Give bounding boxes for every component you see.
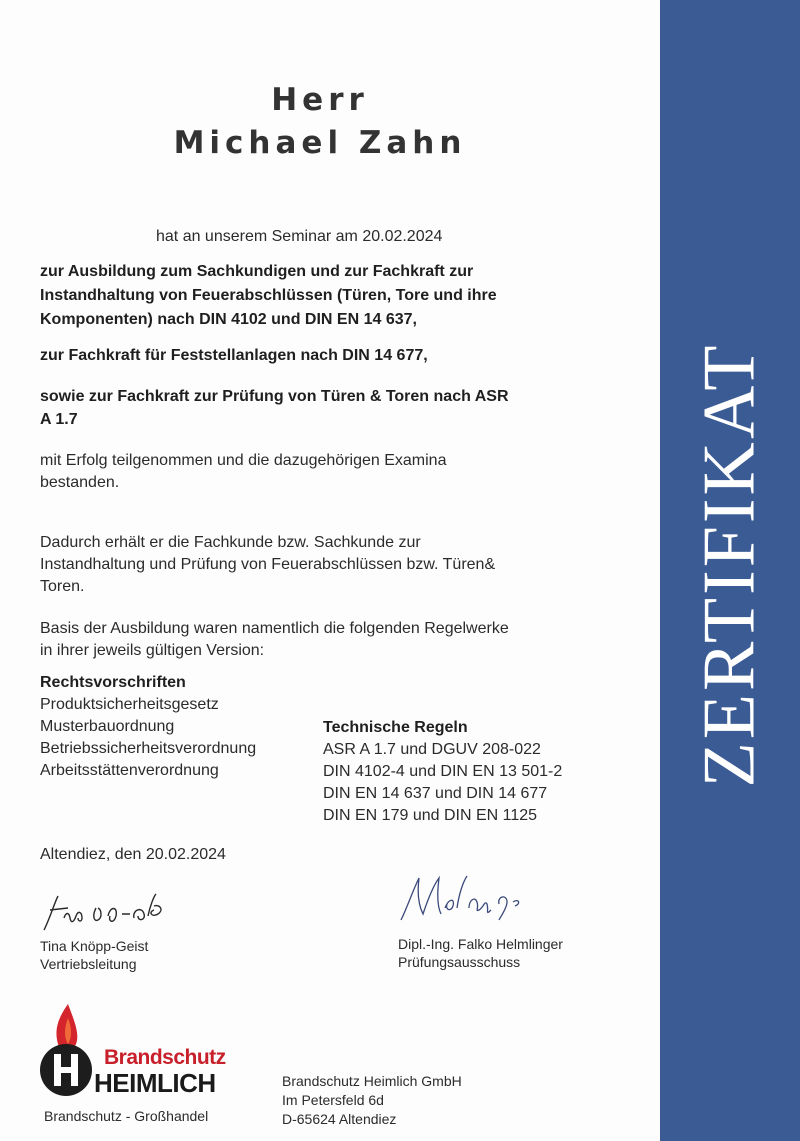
salutation: Herr [271,82,369,118]
company-name: Brandschutz Heimlich GmbH [282,1073,462,1089]
signature-left [38,888,178,938]
intro-text: hat an unserem Seminar am 20.02.2024 [156,228,443,245]
competence-line: Dadurch erhält er die Fachkunde bzw. Sachkunde zur [40,534,421,551]
basis-line: in ihrer jeweils gültigen Version: [40,642,265,659]
success-line: bestanden. [40,474,120,491]
legal-item: Musterbauordnung [40,718,175,735]
legal-heading: Rechtsvorschriften [40,674,186,691]
legal-item: Betriebssicherheitsverordnung [40,740,257,757]
course-line: A 1.7 [40,411,78,428]
company-street: Im Petersfeld 6d [282,1092,384,1108]
legal-item: Arbeitsstättenverordnung [40,762,219,779]
competence-line: Toren. [40,578,85,595]
course-line: zur Fachkraft für Feststellanlagen nach DIN 14 677, [40,347,428,364]
signatory-name: Tina Knöpp-Geist [40,938,149,954]
flame-logo-icon [28,1000,104,1098]
logo-brand-name: HEIMLICH [94,1068,216,1098]
technical-item: DIN 4102-4 und DIN EN 13 501-2 [323,763,563,780]
place-date: Altendiez, den 20.02.2024 [40,846,226,863]
legal-item: Produktsicherheitsgesetz [40,696,219,713]
technical-heading: Technische Regeln [323,719,468,736]
signature-right [395,868,545,928]
success-line: mit Erfolg teilgenommen und die dazugehörigen Examina [40,452,447,469]
basis-line: Basis der Ausbildung waren namentlich die folgenden Regelwerke [40,620,509,637]
company-city: D-65624 Altendiez [282,1111,397,1127]
course-line: zur Ausbildung zum Sachkundigen und zur Fachkraft zur [40,263,474,280]
competence-line: Instandhaltung und Prüfung von Feuerabschlüssen bzw. Türen& [40,556,496,573]
signatory-name: Dipl.-Ing. Falko Helmlinger [398,936,563,952]
side-title: ZERTIFIKAT [688,342,771,788]
course-line: Komponenten) nach DIN 4102 und DIN EN 14 637, [40,311,417,328]
technical-item: DIN EN 14 637 und DIN 14 677 [323,785,548,802]
technical-item: DIN EN 179 und DIN EN 1125 [323,807,538,824]
logo-brand-line: Brandschutz [104,1046,226,1069]
recipient-name: Michael Zahn [173,125,467,161]
technical-item: ASR A 1.7 und DGUV 208-022 [323,741,541,758]
signatory-role: Vertriebsleitung [40,956,137,972]
signatory-role: Prüfungsausschuss [398,954,521,970]
course-line: sowie zur Fachkraft zur Prüfung von Türen & Toren nach ASR [40,388,509,405]
logo-tagline: Brandschutz - Großhandel [44,1108,209,1124]
course-line: Instandhaltung von Feuerabschlüssen (Türen, Tore und ihre [40,287,497,304]
